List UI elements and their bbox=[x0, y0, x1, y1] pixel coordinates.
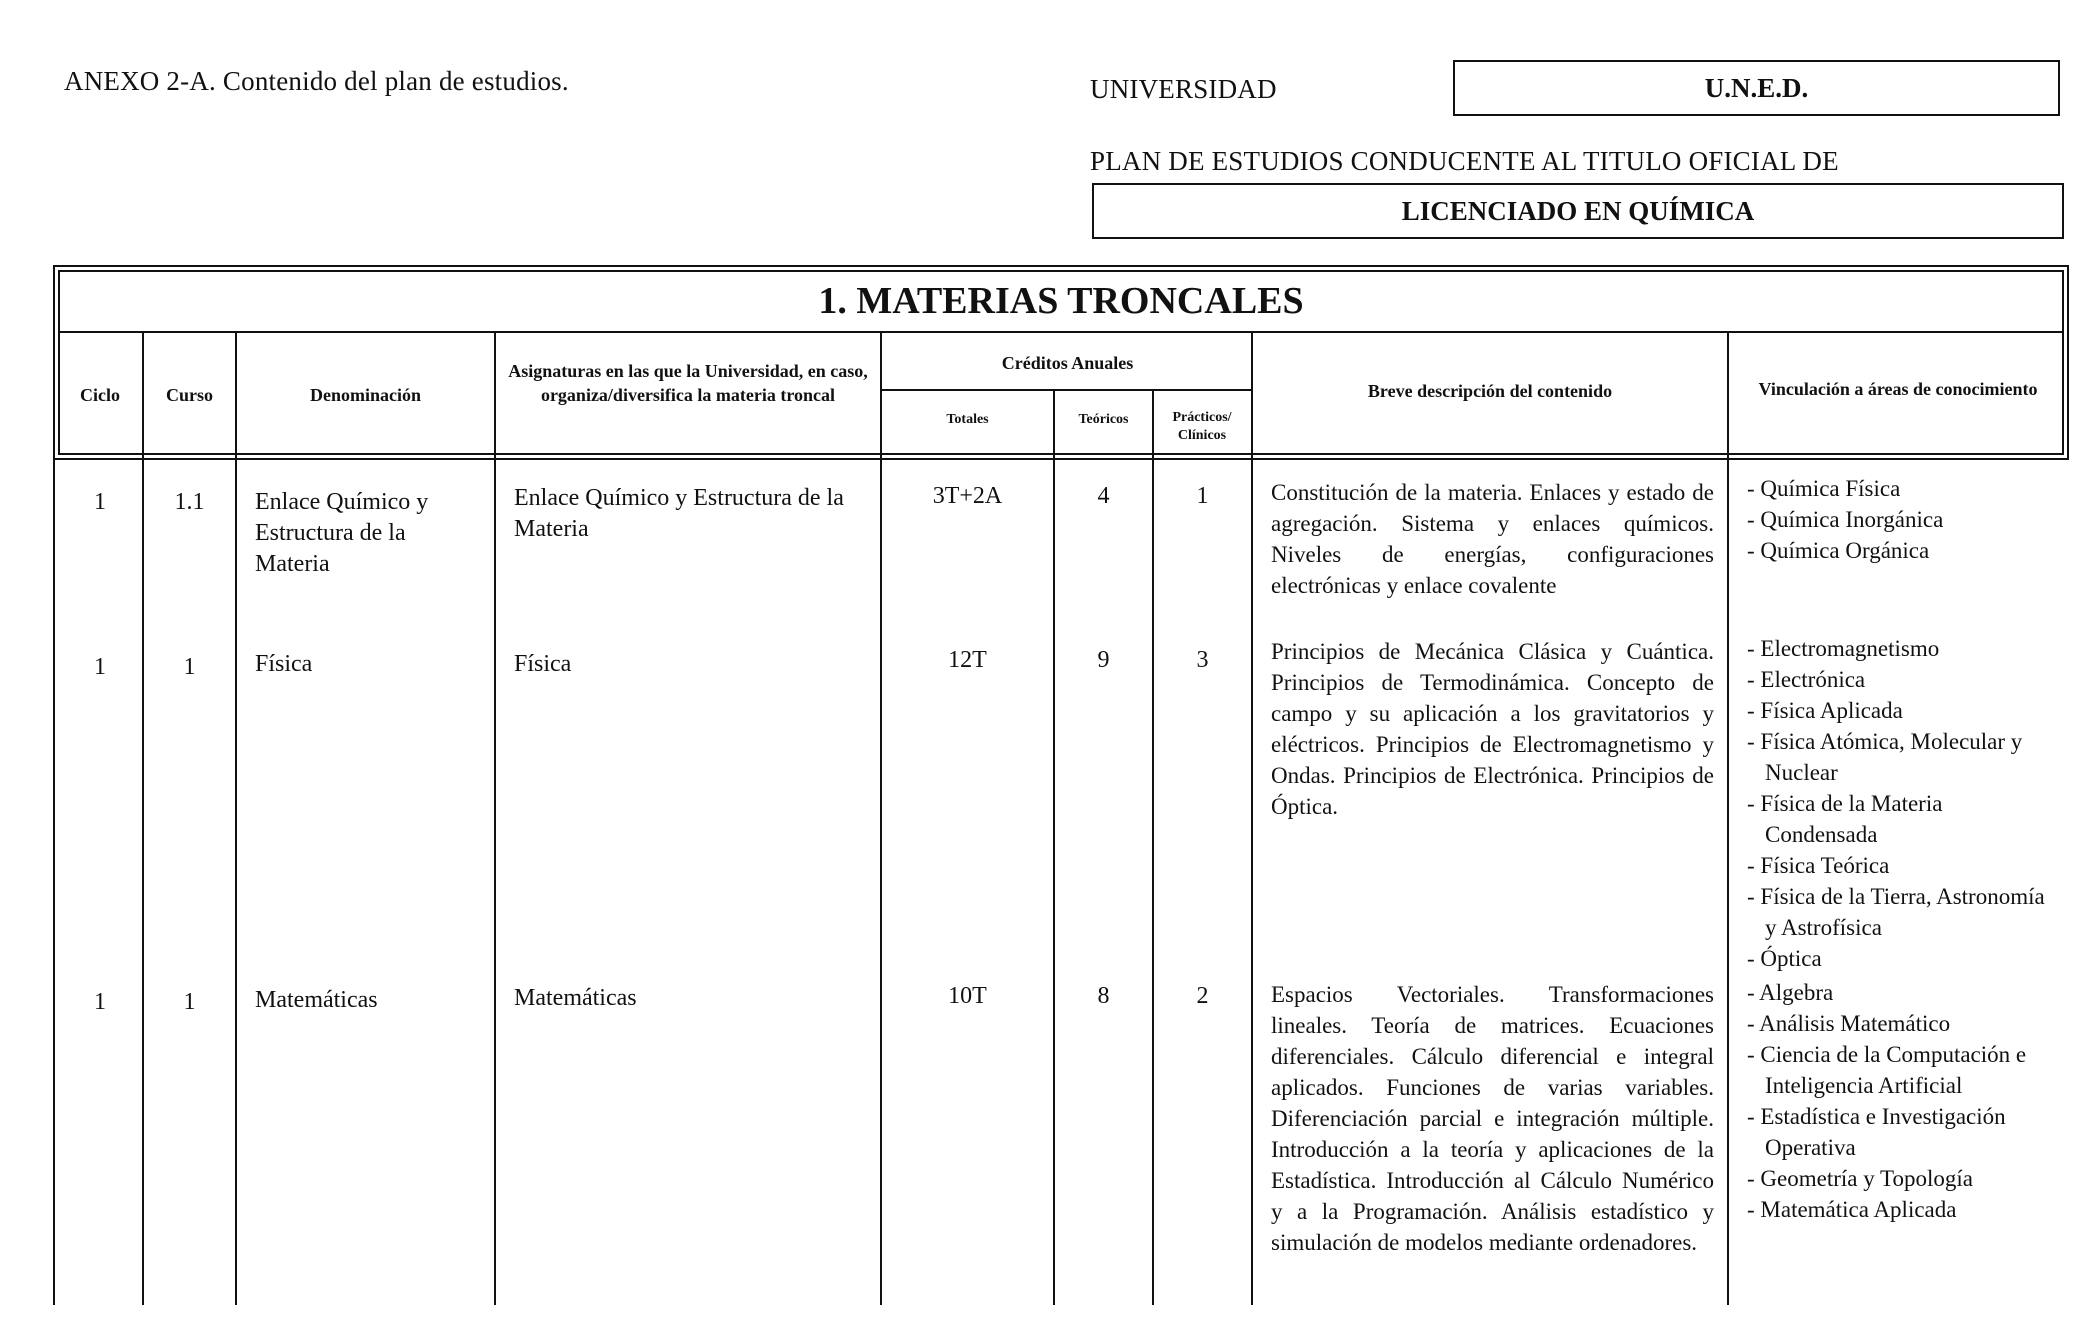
area-item: - Física de la Tierra, Astronomía y Astrofísica bbox=[1747, 884, 2045, 940]
degree-box: LICENCIADO EN QUÍMICA bbox=[1092, 183, 2064, 239]
col-vinculacion: Vinculación a áreas de conocimiento bbox=[1758, 379, 2038, 399]
col-denominacion: Denominación bbox=[309, 385, 421, 405]
col-descripcion: Breve descripción del contenido bbox=[1367, 381, 1613, 401]
row1-descripcion: Constitución de la materia. Enlaces y estado de agregación. Sistema y enlaces químicos. Niveles de energías, configuraciones electrónicas y enlace covalente bbox=[1271, 480, 1714, 598]
row3-curso: 1 bbox=[183, 989, 196, 1015]
area-item: - Electromagnetismo bbox=[1747, 636, 1940, 661]
row2-curso: 1 bbox=[183, 654, 196, 680]
area-item: - Química Inorgánica bbox=[1747, 507, 1944, 532]
row1-denominacion: Enlace Químico y Estructura de la Materia bbox=[255, 489, 429, 577]
row3-practicos: 2 bbox=[1196, 983, 1209, 1009]
annex-title: ANEXO 2-A. Contenido del plan de estudios. bbox=[64, 66, 569, 96]
col-creditos: Créditos Anuales bbox=[1001, 353, 1134, 373]
area-item: - Óptica bbox=[1747, 946, 1822, 971]
area-item: - Algebra bbox=[1747, 980, 1834, 1005]
col-teoricos: Teóricos bbox=[1078, 412, 1129, 427]
area-item: - Física Aplicada bbox=[1747, 698, 1903, 723]
area-item: - Física Atómica, Molecular y Nuclear bbox=[1747, 729, 2023, 785]
row2-denominacion: Física bbox=[255, 651, 313, 677]
row3-totales: 10T bbox=[948, 983, 987, 1009]
university-label: UNIVERSIDAD bbox=[1090, 74, 1277, 104]
row2-asignaturas: Física bbox=[514, 651, 572, 677]
row1-areas-list bbox=[1747, 473, 2052, 566]
row2-areas-list bbox=[1747, 633, 2052, 974]
university-box: U.N.E.D. bbox=[1453, 60, 2060, 116]
area-item: - Ciencia de la Computación e Inteligencia Artificial bbox=[1747, 1042, 2027, 1098]
row3-denominacion: Matemáticas bbox=[255, 987, 378, 1013]
row2-teoricos: 9 bbox=[1097, 647, 1110, 673]
row2-totales: 12T bbox=[948, 647, 987, 673]
area-item: - Química Física bbox=[1747, 476, 1901, 501]
row3-descripcion: Espacios Vectoriales. Transformaciones lineales. Teoría de matrices. Ecuaciones diferenciales. Cálculo diferencial e integral aplicados. Funciones de varias variables. Diferenciación parcial e integración múltiple. Introducción a la teoría y aplicaciones de la Estadística. Introducción al Cálculo Numérico y a la Programación. Análisis estadístico y simulación de modelos mediante ordenadores. bbox=[1271, 982, 1714, 1255]
col-totales: Totales bbox=[946, 412, 989, 427]
row1-practicos: 1 bbox=[1196, 483, 1209, 509]
col-ciclo: Ciclo bbox=[80, 385, 120, 405]
area-item: - Física de la Materia Condensada bbox=[1747, 791, 1943, 847]
row1-teoricos: 4 bbox=[1097, 483, 1110, 509]
row2-descripcion: Principios de Mecánica Clásica y Cuántica. Principios de Termodinámica. Concepto de campo y su aplicación a los gravitatorios y eléctricos. Principios de Electromagnetismo y Ondas. Principios de Electrónica. Principios de Óptica. bbox=[1271, 639, 1714, 819]
row1-curso: 1.1 bbox=[174, 489, 205, 515]
area-item: - Matemática Aplicada bbox=[1747, 1197, 1957, 1222]
row3-areas-list bbox=[1747, 977, 2052, 1225]
row1-asignaturas: Enlace Químico y Estructura de la Materia bbox=[514, 485, 844, 542]
col-curso: Curso bbox=[165, 385, 213, 405]
area-item: - Estadística e Investigación Operativa bbox=[1747, 1104, 2006, 1160]
area-item: - Análisis Matemático bbox=[1747, 1011, 1951, 1036]
area-item: - Electrónica bbox=[1747, 667, 1866, 692]
col-asignaturas: Asignaturas en las que la Universidad, en caso, organiza/diversifica la materia troncal bbox=[508, 361, 868, 405]
col-practicos: Prácticos/ Clínicos bbox=[1172, 410, 1232, 443]
area-item: - Química Orgánica bbox=[1747, 538, 1930, 563]
plan-label: PLAN DE ESTUDIOS CONDUCENTE AL TITULO OFICIAL DE bbox=[1090, 146, 1839, 176]
table-title: 1. MATERIAS TRONCALES bbox=[818, 280, 1304, 322]
row3-asignaturas: Matemáticas bbox=[514, 985, 637, 1011]
area-item: - Geometría y Topología bbox=[1747, 1166, 1973, 1191]
row1-totales: 3T+2A bbox=[932, 483, 1003, 509]
row3-teoricos: 8 bbox=[1097, 983, 1110, 1009]
troncales-table bbox=[53, 265, 2069, 1305]
row3-ciclo: 1 bbox=[94, 989, 106, 1015]
row2-practicos: 3 bbox=[1196, 647, 1209, 673]
row1-ciclo: 1 bbox=[94, 489, 106, 515]
row2-ciclo: 1 bbox=[94, 654, 106, 680]
area-item: - Física Teórica bbox=[1747, 853, 1890, 878]
